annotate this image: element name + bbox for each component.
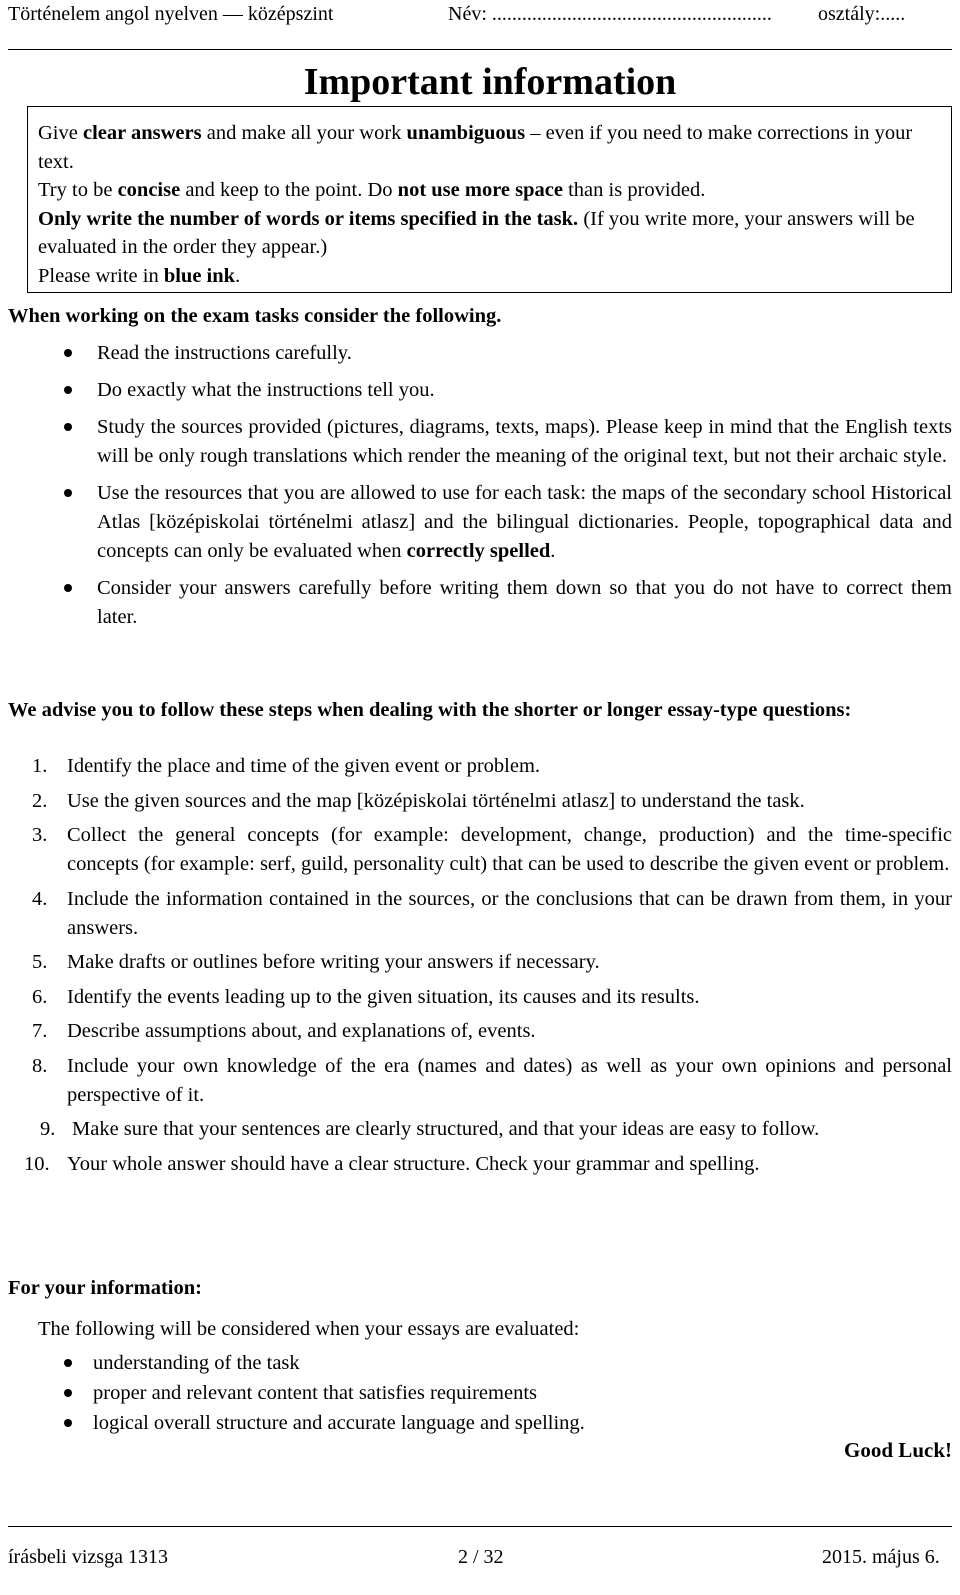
list-item: 5. Make drafts or outlines before writing your answers if necessary. (32, 951, 600, 973)
good-luck-text: Good Luck! (844, 1438, 952, 1462)
footer-page-number: 2 / 32 (458, 1546, 504, 1568)
list-item: Do exactly what the instructions tell you. (8, 376, 952, 405)
footer-date: 2015. május 6. (822, 1546, 940, 1568)
page-header (0, 0, 960, 34)
list-item: proper and relevant content that satisfies requirements (8, 1378, 952, 1408)
list-item: 10. Your whole answer should have a clear structure. Check your grammar and spelling. (24, 1152, 760, 1175)
list-item: 4. Include the information contained in the sources, or the conclusions that can be drawn from them, in your answers. (32, 887, 952, 939)
page-title: Important information (303, 61, 677, 103)
list-item: understanding of the task (8, 1348, 952, 1378)
list-item: 8. Include your own knowledge of the era (names and dates) as well as your own opinions and personal perspective of it. (32, 1054, 952, 1106)
header-rule (8, 49, 952, 50)
bullet-icon (64, 1359, 72, 1367)
info-line-2: Try to be concise and keep to the point. Do not use more space than is provided. (38, 179, 706, 202)
working-heading: When working on the exam tasks consider the following. (8, 305, 502, 327)
bullet-icon (64, 386, 72, 394)
list-item: 9. Make sure that your sentences are clearly structured, and that your ideas are easy to follow. (40, 1118, 820, 1140)
footer-exam-code: írásbeli vizsga 1313 (8, 1546, 168, 1568)
list-item: 3. Collect the general concepts (for example: development, change, production) and the time-specific concepts (for example: serf, guild, personality cult) that can be used to describe the given event or problem. (32, 824, 952, 875)
list-item: Use the resources that you are allowed to use for each task: the maps of the secondary school Historical Atlas [középiskolai történelmi atlasz] and the bilingual dictionaries. People, topographical data and concepts can only be evaluated when correctly spelled. (8, 479, 952, 566)
bullet-icon (64, 423, 72, 431)
bullet-icon (64, 349, 72, 357)
important-info-box (27, 106, 952, 293)
info-line-1: Give clear answers and make all your work unambiguous – even if you need to make corrections in your text. (38, 122, 913, 173)
list-item: 7. Describe assumptions about, and explanations of, events. (32, 1020, 536, 1042)
footer-rule (8, 1526, 952, 1527)
list-item: Read the instructions carefully. (8, 339, 952, 368)
advise-heading: We advise you to follow these steps when dealing with the shorter or longer essay-type questions: (8, 699, 852, 721)
list-item: 1. Identify the place and time of the given event or problem. (32, 755, 541, 777)
header-name-field: Név: ........................................................ (448, 3, 772, 25)
header-subject: Történelem angol nyelven — középszint (8, 3, 334, 25)
info-heading: For your information: (8, 1277, 202, 1299)
info-intro: The following will be considered when your essays are evaluated: (38, 1318, 580, 1340)
bullet-icon (64, 1419, 72, 1427)
working-list (8, 339, 952, 640)
bullet-icon (64, 584, 72, 592)
list-item: 2. Use the given sources and the map [középiskolai történelmi atlasz] to understand the task. (32, 789, 805, 812)
list-item: Consider your answers carefully before writing them down so that you do not have to correct them later. (8, 574, 952, 632)
list-item: 6. Identify the events leading up to the given situation, its causes and its results. (32, 985, 700, 1008)
header-class-field: osztály:..... (818, 3, 906, 25)
list-item: Study the sources provided (pictures, diagrams, texts, maps). Please keep in mind that the English texts will be only rough translations which render the meaning of the original text, but not their archaic style. (8, 413, 952, 471)
evaluation-list (8, 1348, 952, 1438)
bullet-icon (64, 489, 72, 497)
info-line-4: Please write in blue ink. (38, 264, 241, 287)
info-line-3: Only write the number of words or items specified in the task. (If you write more, your answers will be evaluated in the order they appear.) (38, 207, 915, 259)
list-item: logical overall structure and accurate language and spelling. (8, 1408, 952, 1438)
bullet-icon (64, 1389, 72, 1397)
steps-list (8, 752, 952, 1184)
